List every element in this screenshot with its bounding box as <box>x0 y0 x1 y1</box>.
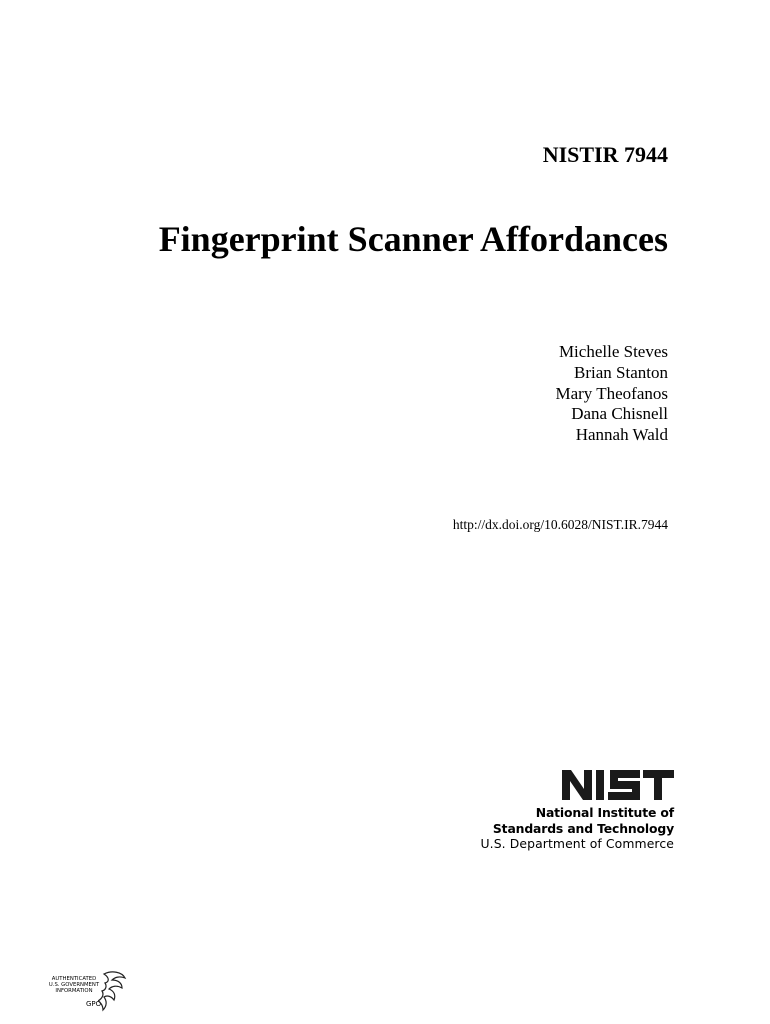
gpo-abbreviation: GPO <box>86 1000 102 1008</box>
author-list <box>555 342 668 446</box>
nist-logo-block <box>480 770 674 852</box>
gpo-authentication-seal <box>44 970 134 1018</box>
nist-logo <box>562 770 674 800</box>
author-name: Michelle Steves <box>558 342 668 361</box>
report-number: NISTIR 7944 <box>542 142 668 167</box>
nist-name-line: National Institute of <box>535 805 674 820</box>
author-name: Hannah Wald <box>575 425 668 445</box>
author-name: Brian Stanton <box>574 362 668 382</box>
gpo-seal-text: AUTHENTICATED U.S. GOVERNMENT INFORMATION <box>48 976 100 995</box>
eagle-icon <box>98 970 128 1016</box>
doi-link[interactable]: http://dx.doi.org/10.6028/NIST.IR.7944 <box>452 517 668 532</box>
author-name: Mary Theofanos <box>555 383 668 403</box>
document-title: Fingerprint Scanner Affordances <box>158 219 668 259</box>
nist-department-line: U.S. Department of Commerce <box>480 836 674 851</box>
nist-name-line: Standards and Technology <box>492 820 674 836</box>
author-name: Dana Chisnell <box>571 404 668 424</box>
